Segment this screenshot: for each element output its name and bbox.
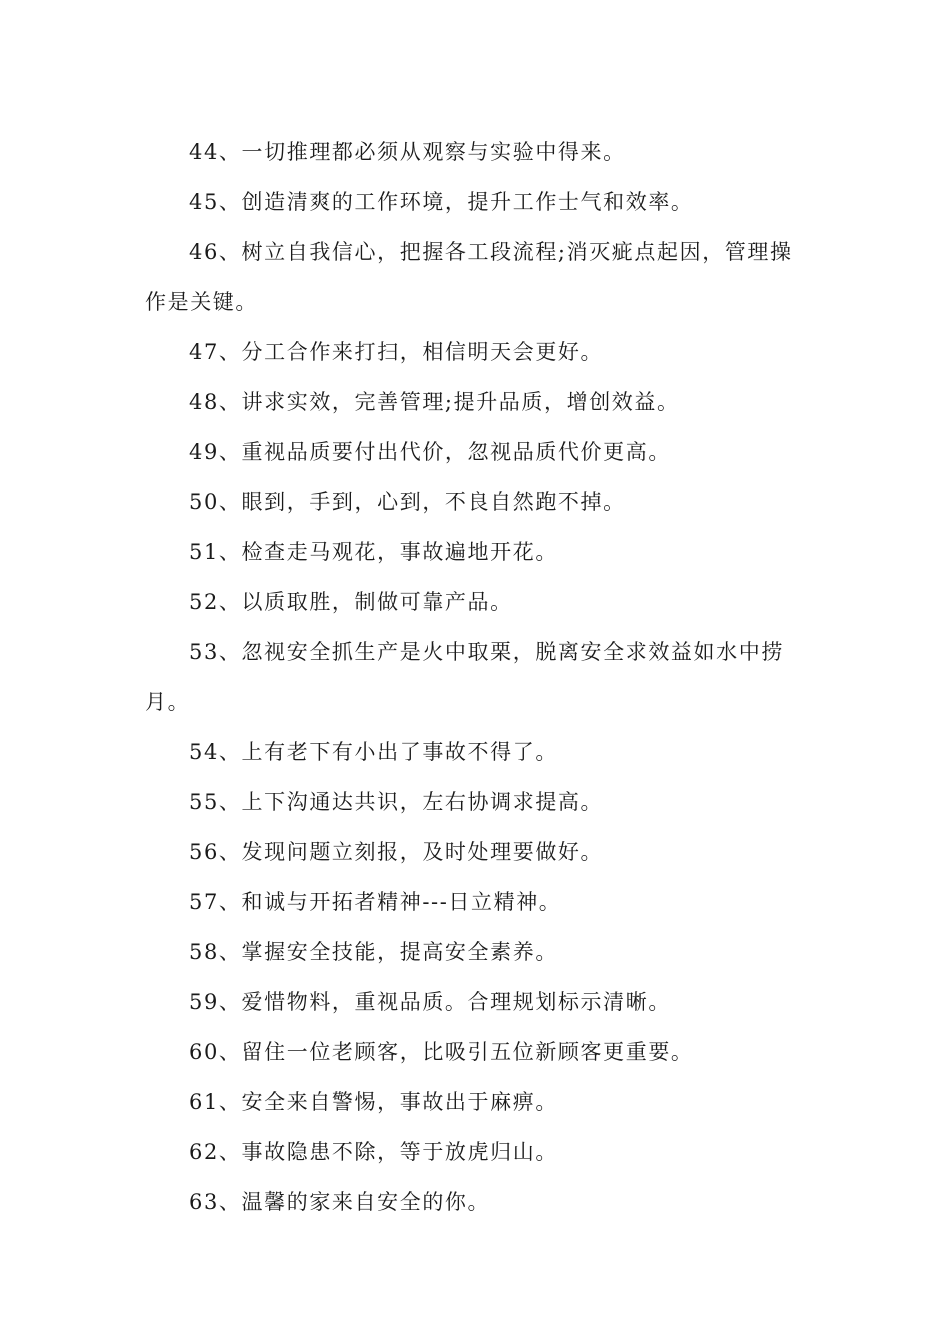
paragraph-45: 45、创造清爽的工作环境，提升工作士气和效率。 [189, 190, 694, 214]
paragraph-61: 61、安全来自警惕，事故出于麻痹。 [189, 1090, 558, 1114]
paragraph-63: 63、温馨的家来自安全的你。 [189, 1190, 491, 1214]
paragraph-50: 50、眼到，手到，心到，不良自然跑不掉。 [189, 490, 626, 514]
paragraph-44: 44、一切推理都必须从观察与实验中得来。 [189, 140, 626, 164]
paragraph-47: 47、分工合作来打扫，相信明天会更好。 [189, 340, 604, 364]
paragraph-58: 58、掌握安全技能，提高安全素养。 [189, 940, 558, 964]
paragraph-55: 55、上下沟通达共识，左右协调求提高。 [189, 790, 604, 814]
paragraph-51: 51、检查走马观花，事故遍地开花。 [189, 540, 558, 564]
paragraph-56: 56、发现问题立刻报，及时处理要做好。 [189, 840, 604, 864]
paragraph-59: 59、爱惜物料，重视品质。合理规划标示清晰。 [189, 990, 671, 1014]
paragraph-60: 60、留住一位老顾客，比吸引五位新顾客更重要。 [189, 1040, 694, 1064]
paragraph-49: 49、重视品质要付出代价，忽视品质代价更高。 [189, 440, 671, 464]
paragraph-53: 53、忽视安全抓生产是火中取栗，脱离安全求效益如水中捞月。 [145, 640, 784, 714]
paragraph-52: 52、以质取胜，制做可靠产品。 [189, 590, 513, 614]
paragraph-46: 46、树立自我信心，把握各工段流程;消灭疵点起因，管理操作是关键。 [145, 240, 793, 314]
paragraph-62: 62、事故隐患不除，等于放虎归山。 [189, 1140, 558, 1164]
paragraph-54: 54、上有老下有小出了事故不得了。 [189, 740, 558, 764]
paragraph-57: 57、和诚与开拓者精神---日立精神。 [189, 890, 562, 914]
paragraph-48: 48、讲求实效，完善管理;提升品质，增创效益。 [189, 390, 680, 414]
document-body [145, 127, 815, 1227]
